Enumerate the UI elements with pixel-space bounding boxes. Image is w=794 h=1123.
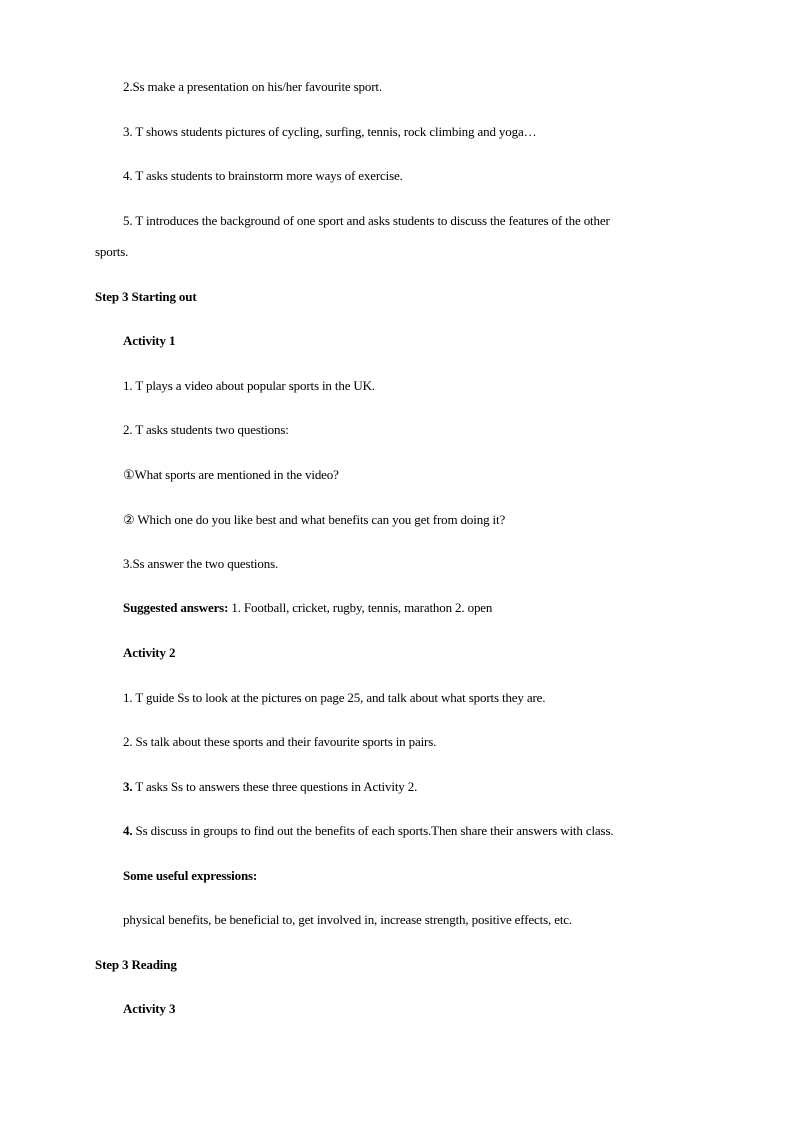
activity-2-item-4-text: Ss discuss in groups to find out the benefits of each sports.Then share their answers with class. — [132, 823, 614, 838]
activity-2-item-3-number: 3. — [123, 779, 133, 794]
activity-2-item-4-number: 4. — [123, 823, 133, 838]
procedure-item-5-continued: sports. — [95, 244, 129, 259]
procedure-item-5: 5. T introduces the background of one sport and asks students to discuss the features of the other — [123, 213, 610, 228]
activity-2-item-3 — [123, 779, 417, 795]
question-1: ①What sports are mentioned in the video? — [123, 467, 339, 482]
activity-2-item-1: 1. T guide Ss to look at the pictures on page 25, and talk about what sports they are. — [123, 690, 546, 705]
activity-2-item-3-text: T asks Ss to answers these three questions in Activity 2. — [132, 779, 418, 794]
step-heading-starting-out: Step 3 Starting out — [95, 289, 197, 304]
procedure-item-3: 3. T shows students pictures of cycling, surfing, tennis, rock climbing and yoga… — [123, 124, 537, 139]
activity-2-heading: Activity 2 — [123, 645, 176, 660]
activity-1-item-2: 2. T asks students two questions: — [123, 422, 289, 437]
useful-expressions-heading: Some useful expressions: — [123, 868, 258, 883]
question-2: ② Which one do you like best and what benefits can you get from doing it? — [123, 512, 506, 527]
activity-3-heading: Activity 3 — [123, 1001, 176, 1016]
activity-1-heading: Activity 1 — [123, 333, 176, 348]
activity-1-item-1: 1. T plays a video about popular sports in the UK. — [123, 378, 375, 393]
procedure-item-4: 4. T asks students to brainstorm more ways of exercise. — [123, 168, 403, 183]
step-heading-reading: Step 3 Reading — [95, 957, 177, 972]
activity-2-item-2: 2. Ss talk about these sports and their favourite sports in pairs. — [123, 734, 437, 749]
suggested-answers-label: Suggested answers: — [123, 600, 229, 615]
activity-2-item-4 — [123, 823, 613, 839]
suggested-answers — [123, 600, 492, 616]
procedure-item-2: 2.Ss make a presentation on his/her favourite sport. — [123, 79, 382, 94]
suggested-answers-text: 1. Football, cricket, rugby, tennis, marathon 2. open — [228, 600, 493, 615]
activity-1-item-3: 3.Ss answer the two questions. — [123, 556, 279, 571]
useful-expressions-text: physical benefits, be beneficial to, get involved in, increase strength, positive effects, etc. — [123, 912, 573, 927]
